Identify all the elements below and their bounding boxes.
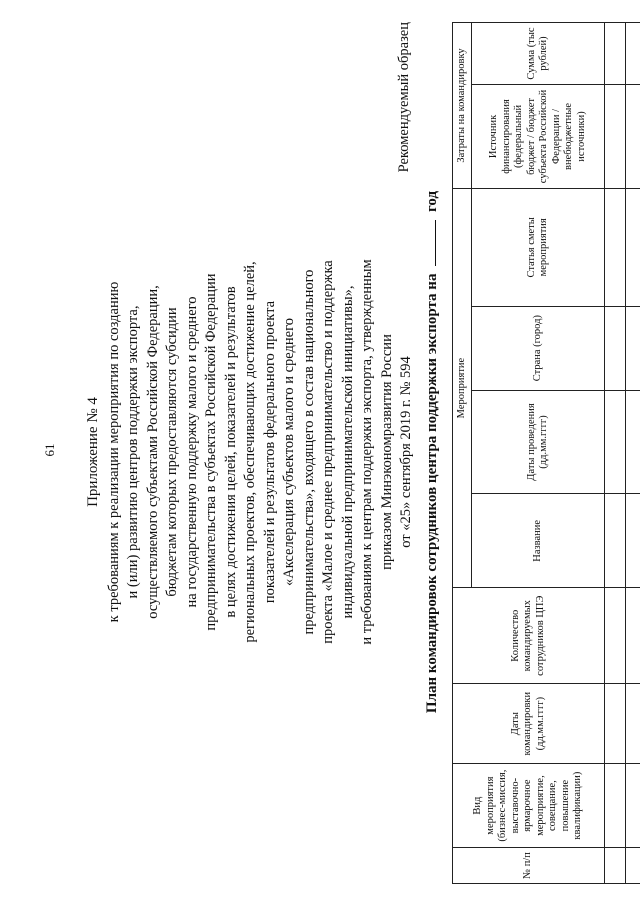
header-funding-source: Источник финансирования (федеральный бюджет / бюджет субъекта Российской Федерации / внебюджетные источники) bbox=[472, 85, 605, 189]
table-cell bbox=[605, 848, 626, 884]
header-amount: Сумма (тыс рублей) bbox=[472, 23, 605, 85]
header-country: Страна (город) bbox=[472, 306, 605, 390]
page-number: 61 bbox=[42, 443, 57, 457]
plan-title-text: План командировок сотрудников центра поддержки экспорта на bbox=[424, 273, 440, 714]
appendix-line: к требованиям к реализации мероприятия по созданию bbox=[105, 281, 122, 623]
appendix-title: Приложение № 4 bbox=[85, 397, 101, 507]
header-employees: Количество командируемых сотрудников ЦПЭ bbox=[453, 588, 605, 684]
appendix-line: на государственную поддержку малого и среднего bbox=[183, 296, 200, 608]
appendix-line: индивидуальной предпринимательской инициативы», bbox=[339, 285, 356, 619]
header-budget-item: Статья сметы мероприятия bbox=[472, 188, 605, 306]
appendix-line: «Акселерация субъектов малого и среднего bbox=[281, 318, 297, 586]
table-cell bbox=[605, 23, 626, 85]
appendix-line: осуществляемого субъектами Российской Федерации, bbox=[144, 285, 161, 619]
header-event-group: Мероприятие bbox=[453, 188, 472, 587]
table-cell bbox=[626, 588, 640, 684]
appendix-line: предпринимательства», входящего в состав национального bbox=[300, 269, 317, 635]
table-cell bbox=[626, 764, 640, 848]
table-row bbox=[626, 23, 640, 884]
table-cell bbox=[626, 188, 640, 306]
appendix-line: и (или) развитию центров поддержки экспорта, bbox=[125, 305, 141, 599]
appendix-line: показателей и результатов федерального проекта bbox=[261, 300, 278, 604]
header-costs-group: Затраты на командировку bbox=[453, 23, 472, 189]
table-cell bbox=[605, 588, 626, 684]
table-header-row bbox=[453, 23, 472, 884]
table-cell bbox=[626, 390, 640, 494]
appendix-line: региональных проектов, обеспечивающих достижение целей, bbox=[242, 261, 258, 643]
appendix-line: приказом Минэкономразвития России bbox=[378, 334, 395, 570]
header-num: № п/п bbox=[453, 848, 605, 884]
table-cell bbox=[626, 306, 640, 390]
plan-title-year: год bbox=[424, 190, 440, 213]
table-row bbox=[605, 23, 626, 884]
table-cell bbox=[605, 390, 626, 494]
table-cell bbox=[626, 85, 640, 189]
year-blank-line bbox=[435, 220, 436, 266]
header-event-name: Название bbox=[472, 494, 605, 588]
header-trip-dates: Даты командировки (дд.мм.гггг) bbox=[453, 684, 605, 764]
table-cell bbox=[626, 494, 640, 588]
appendix-line: от «25» сентября 2019 г. № 594 bbox=[398, 356, 414, 548]
table-cell bbox=[605, 306, 626, 390]
appendix-line: бюджетам которых предоставляются субсидии bbox=[164, 307, 180, 597]
rotated-page-content bbox=[80, 12, 625, 892]
appendix-line: и требованиям к центрам поддержки экспорта, утвержденным bbox=[359, 259, 375, 645]
plan-title bbox=[424, 12, 441, 892]
appendix-line: предпринимательства в субъектах Российской Федерации bbox=[203, 273, 219, 631]
header-event-type: Вид мероприятия (бизнес-миссия, выставочно-ярмарочное мероприятие, совещание, повышение квалификации) bbox=[453, 764, 605, 848]
table-cell bbox=[605, 764, 626, 848]
table-cell bbox=[626, 848, 640, 884]
table-cell bbox=[626, 23, 640, 85]
table-cell bbox=[605, 494, 626, 588]
appendix-header bbox=[84, 12, 417, 892]
plan-table bbox=[452, 22, 640, 884]
header-event-dates: Даты проведения (дд.мм.гггг) bbox=[472, 390, 605, 494]
table-cell bbox=[605, 684, 626, 764]
table-cell bbox=[605, 188, 626, 306]
table-cell bbox=[626, 684, 640, 764]
table-cell bbox=[605, 85, 626, 189]
sample-note: Рекомендуемый образец bbox=[396, 22, 412, 173]
appendix-line: в целях достижения целей, показателей и результатов bbox=[222, 286, 239, 618]
appendix-line: проекта «Малое и среднее предпринимательство и поддержка bbox=[320, 260, 336, 644]
